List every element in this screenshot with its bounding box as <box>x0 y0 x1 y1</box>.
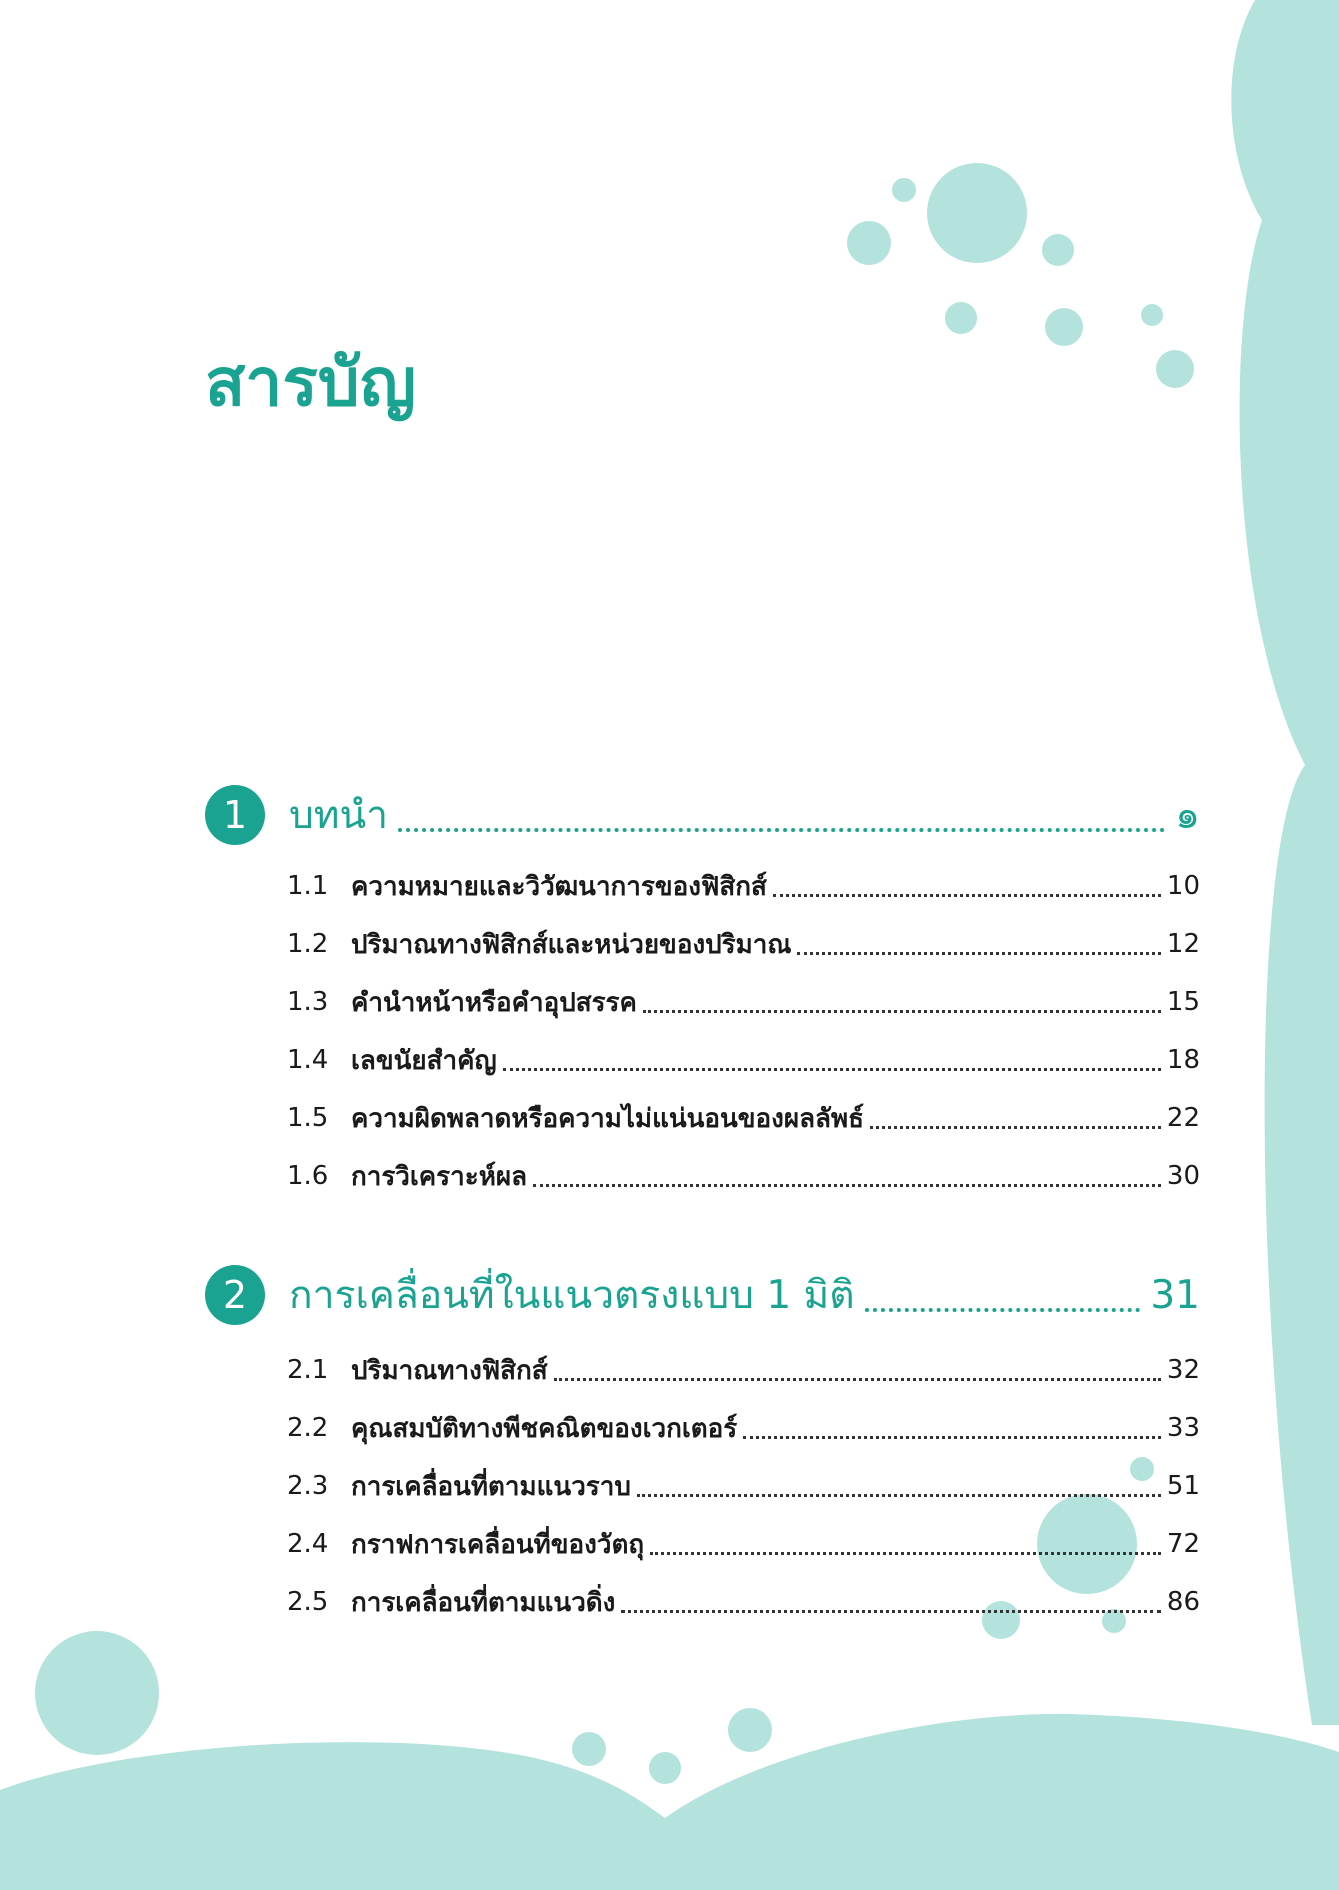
toc-entry[interactable] <box>287 864 1200 908</box>
dot-leader <box>637 1494 1161 1497</box>
entry-number: 2.2 <box>287 1413 329 1443</box>
chapter-heading[interactable] <box>205 782 1200 848</box>
entry-page-number: 22 <box>1166 1103 1200 1133</box>
entry-page-number: 51 <box>1166 1471 1200 1501</box>
entry-title: ปริมาณทางฟิสิกส์ <box>351 1355 548 1386</box>
entry-number: 1.3 <box>287 987 329 1017</box>
chapter-page-number: 31 <box>1150 1272 1200 1318</box>
entry-number: 2.4 <box>287 1529 329 1559</box>
entry-title: ความหมายและวิวัฒนาการของฟิสิกส์ <box>351 871 767 902</box>
chapter-title: บทนำ <box>289 793 389 838</box>
toc-entry[interactable] <box>287 1096 1200 1140</box>
entry-number: 1.2 <box>287 929 329 959</box>
dot-leader <box>398 828 1165 832</box>
entry-page-number: 18 <box>1166 1045 1200 1075</box>
entry-number: 2.1 <box>287 1355 329 1385</box>
entry-page-number: 86 <box>1166 1587 1200 1617</box>
toc-entry[interactable] <box>287 980 1200 1024</box>
dot-leader <box>554 1378 1161 1381</box>
chapter-number-badge: 2 <box>205 1265 265 1325</box>
entry-title: กราฟการเคลื่อนที่ของวัตถุ <box>351 1529 645 1560</box>
toc-entry[interactable] <box>287 1406 1200 1450</box>
entry-title: ปริมาณทางฟิสิกส์และหน่วยของปริมาณ <box>351 929 792 960</box>
entry-title: ความผิดพลาดหรือความไม่แน่นอนของผลลัพธ์ <box>351 1103 864 1134</box>
entry-page-number: 32 <box>1166 1355 1200 1385</box>
dot-leader <box>797 952 1160 955</box>
dot-leader <box>743 1436 1161 1439</box>
entry-page-number: 33 <box>1166 1413 1200 1443</box>
entry-title: การเคลื่อนที่ตามแนวราบ <box>351 1471 631 1502</box>
toc-entry[interactable] <box>287 1038 1200 1082</box>
entry-page-number: 12 <box>1166 929 1200 959</box>
page-title: สารบัญ <box>205 344 416 421</box>
dot-leader <box>643 1010 1161 1013</box>
chapter-heading[interactable] <box>205 1262 1200 1328</box>
entry-number: 1.1 <box>287 871 329 901</box>
entry-title: คุณสมบัติทางพีชคณิตของเวกเตอร์ <box>351 1413 738 1444</box>
dot-leader <box>870 1126 1161 1129</box>
entry-title: เลขนัยสำคัญ <box>351 1045 497 1076</box>
toc-entry[interactable] <box>287 922 1200 966</box>
chapter-title: การเคลื่อนที่ในแนวตรงแบบ 1 มิติ <box>289 1273 855 1318</box>
chapter-number-badge: 1 <box>205 785 265 845</box>
entry-page-number: 10 <box>1166 871 1200 901</box>
toc-entry[interactable] <box>287 1580 1200 1624</box>
entry-page-number: 72 <box>1166 1529 1200 1559</box>
dot-leader <box>773 894 1161 897</box>
entry-number: 1.6 <box>287 1161 329 1191</box>
entry-number: 2.5 <box>287 1587 329 1617</box>
entry-number: 1.4 <box>287 1045 329 1075</box>
toc-entry[interactable] <box>287 1348 1200 1392</box>
entry-title: การวิเคราะห์ผล <box>351 1161 528 1192</box>
dot-leader <box>503 1068 1161 1071</box>
entry-number: 1.5 <box>287 1103 329 1133</box>
entry-page-number: 15 <box>1166 987 1200 1017</box>
entry-number: 2.3 <box>287 1471 329 1501</box>
entry-title: คำนำหน้าหรือคำอุปสรรค <box>351 987 637 1018</box>
toc-entry[interactable] <box>287 1522 1200 1566</box>
toc-entry[interactable] <box>287 1464 1200 1508</box>
chapter-page-number: ๑ <box>1175 793 1200 838</box>
toc-entry[interactable] <box>287 1154 1200 1198</box>
dot-leader <box>533 1184 1161 1187</box>
entry-title: การเคลื่อนที่ตามแนวดิ่ง <box>351 1587 616 1618</box>
entry-page-number: 30 <box>1166 1161 1200 1191</box>
dot-leader <box>865 1308 1141 1312</box>
dot-leader <box>650 1552 1161 1555</box>
dot-leader <box>621 1610 1161 1613</box>
